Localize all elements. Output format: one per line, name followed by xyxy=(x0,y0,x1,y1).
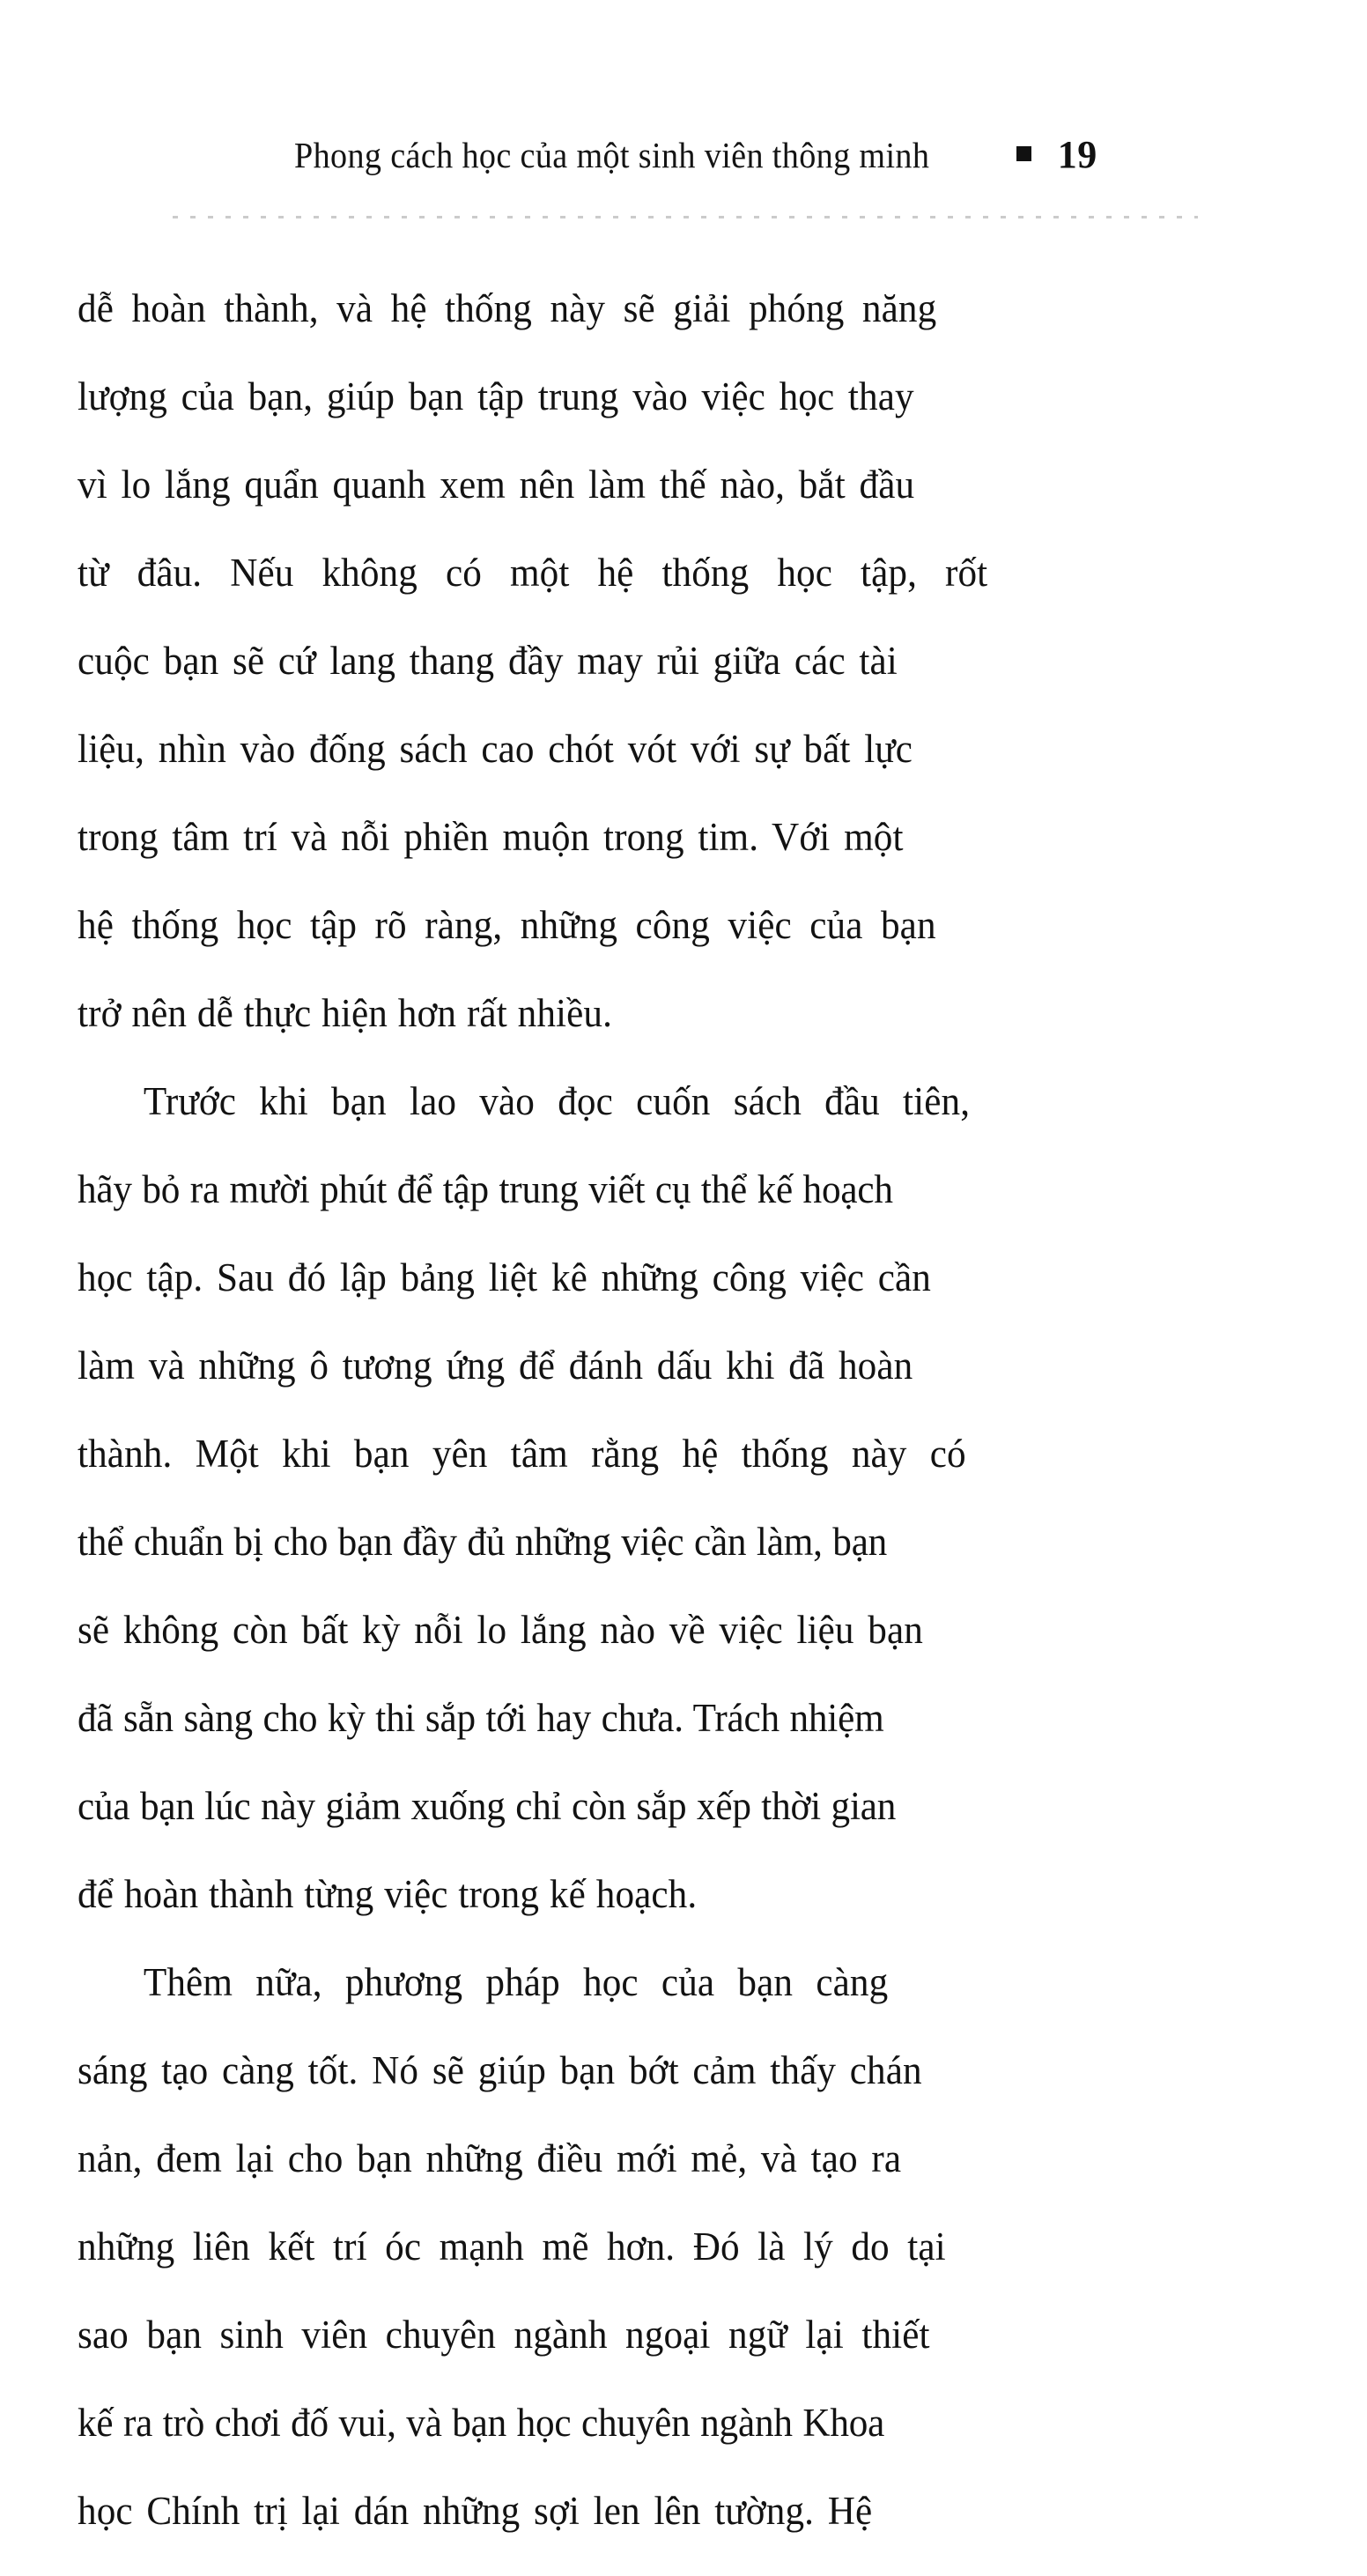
text-line: đã sẵn sàng cho kỳ thi sắp tới hay chưa. Trách nhiệm xyxy=(78,1696,884,1740)
text-line: dễ hoàn thành, và hệ thống này sẽ giải phóng năng xyxy=(78,286,937,330)
text-line: sao bạn sinh viên chuyên ngành ngoại ngữ lại thiết xyxy=(78,2313,930,2357)
text-line: kế ra trò chơi đố vui, và bạn học chuyên ngành Khoa xyxy=(78,2401,885,2445)
text-line: của bạn lúc này giảm xuống chỉ còn sắp xếp thời gian xyxy=(78,1784,897,1828)
text-line: sẽ không còn bất kỳ nỗi lo lắng nào về việc liệu bạn xyxy=(78,1608,923,1652)
text-line: Thêm nữa, phương pháp học của bạn càng xyxy=(143,1960,889,2004)
text-line: cuộc bạn sẽ cứ lang thang đầy may rủi giữa các tài xyxy=(78,639,898,683)
running-head-title: Phong cách học của một sinh viên thông minh xyxy=(294,135,930,175)
text-line: làm và những ô tương ứng để đánh dấu khi đã hoàn xyxy=(78,1344,913,1388)
text-line: học tập. Sau đó lập bảng liệt kê những công việc cần xyxy=(78,1255,931,1299)
text-line: nản, đem lại cho bạn những điều mới mẻ, và tạo ra xyxy=(78,2136,902,2180)
text-line: những liên kết trí óc mạnh mẽ hơn. Đó là lý do tại xyxy=(78,2224,946,2269)
text-line: sáng tạo càng tốt. Nó sẽ giúp bạn bớt cảm thấy chán xyxy=(78,2048,922,2092)
text-line: hãy bỏ ra mười phút để tập trung viết cụ thể kế hoạch xyxy=(78,1167,893,1211)
text-line: thể chuẩn bị cho bạn đầy đủ những việc cần làm, bạn xyxy=(78,1520,888,1564)
paragraph-3 xyxy=(78,1938,1223,2555)
paragraph-1 xyxy=(78,264,1223,1057)
text-line: vì lo lắng quẩn quanh xem nên làm thế nào, bắt đầu xyxy=(78,463,915,507)
text-line: trở nên dễ thực hiện hơn rất nhiều. xyxy=(78,991,613,1035)
running-head-inner xyxy=(294,132,1097,177)
text-line: để hoàn thành từng việc trong kế hoạch. xyxy=(78,1872,698,1916)
text-line: Trước khi bạn lao vào đọc cuốn sách đầu tiên, xyxy=(143,1079,971,1123)
header-dotted-rule xyxy=(173,216,1198,218)
text-line: từ đâu. Nếu không có một hệ thống học tập, rốt xyxy=(78,551,988,595)
text-line: thành. Một khi bạn yên tâm rằng hệ thống này có xyxy=(78,1432,966,1476)
text-line: học Chính trị lại dán những sợi len lên tường. Hệ xyxy=(78,2489,873,2533)
body-text-column xyxy=(78,264,1223,2555)
text-line: liệu, nhìn vào đống sách cao chót vót với sự bất lực xyxy=(78,727,913,771)
running-head xyxy=(0,132,1367,177)
text-line: trong tâm trí và nỗi phiền muộn trong tim. Với một xyxy=(78,815,904,859)
page-number: 19 xyxy=(1057,133,1097,176)
paragraph-2 xyxy=(78,1057,1223,1938)
square-bullet-icon xyxy=(1016,146,1031,161)
text-line: lượng của bạn, giúp bạn tập trung vào việc học thay xyxy=(78,374,914,418)
text-line: hệ thống học tập rõ ràng, những công việc của bạn xyxy=(78,903,936,947)
